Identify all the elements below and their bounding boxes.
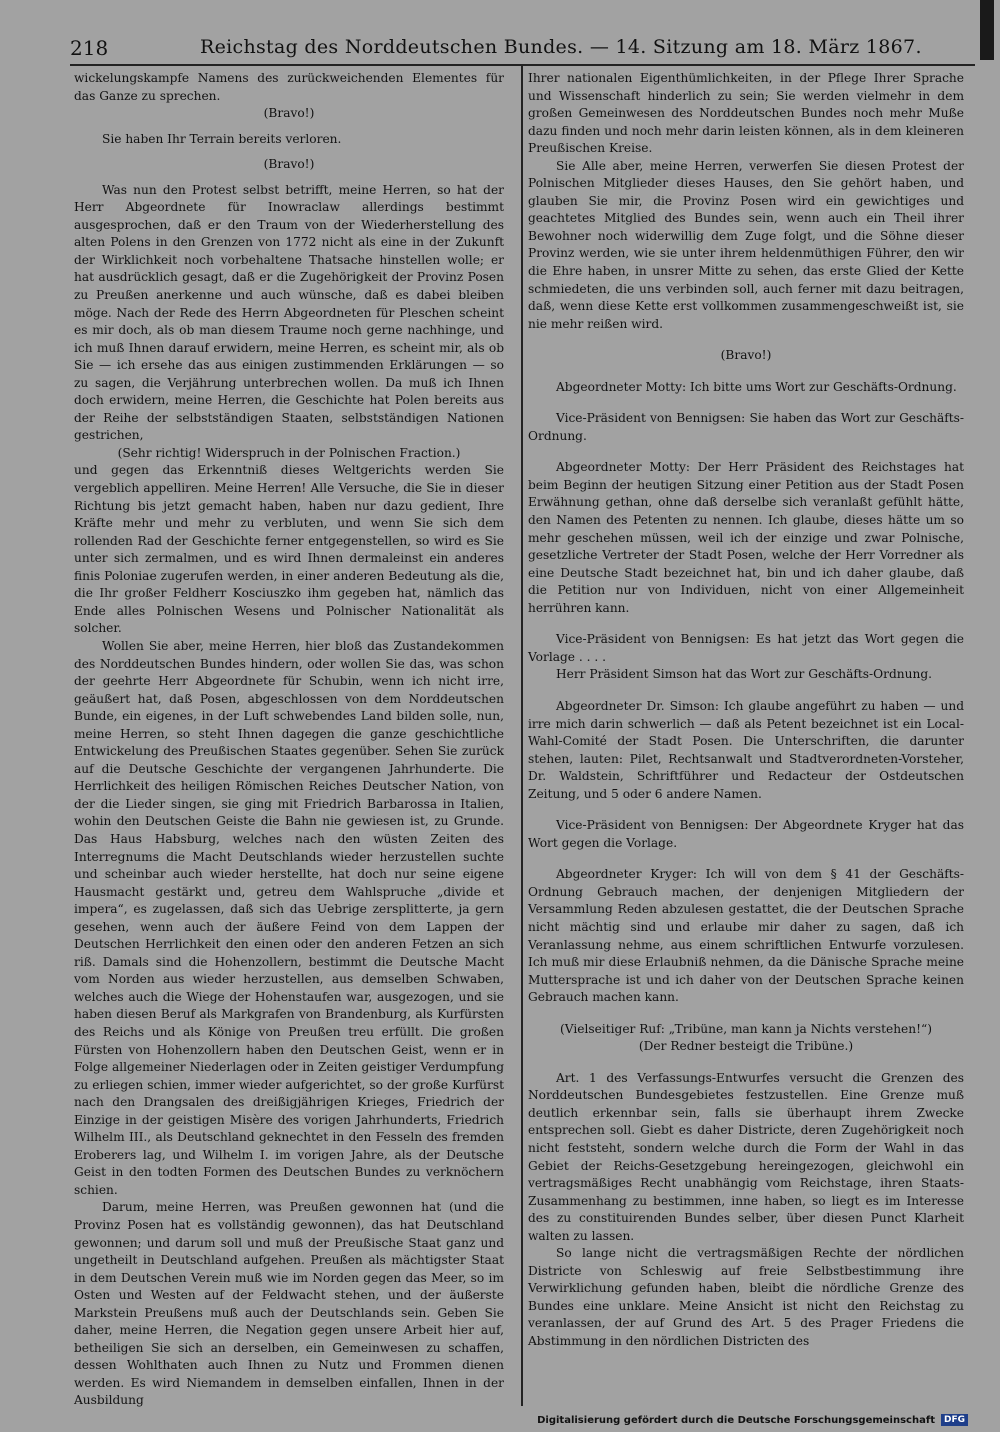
- paragraph: Herr Präsident Simson hat das Wort zur Geschäfts-Ordnung.: [556, 667, 933, 682]
- dfg-logo: DFG: [941, 1414, 968, 1426]
- speaker-paragraph: Abgeordneter Dr. Simson: Ich glaube angeführt zu haben — und irre mich darin schwerlich — daß als Petent bezeichnet ist ein Local-Wahl-Comité der Stadt Posen. Die Unterschriften, die darunter stehen, lauten: Pilet, Rechtsanwalt und Stadtverordneten-Vorsteher, Dr. Waldstein, Schriftführer und Redacteur der Ostdeutschen Zeitung, und 5 oder 6 andere Namen.: [528, 698, 964, 801]
- column-divider: [521, 66, 523, 1406]
- paragraph: Sie Alle aber, meine Herren, verwerfen Sie diesen Protest der Polnischen Mitglieder dieses Hauses, den Sie gehört haben, und glauben Sie mir, die Provinz Posen wird ein gewichtiges und geachtetes Mitglied des Bundes sein, wenn auch ein Theil ihrer Bewohner noch widerwillig dem Zuge folgt, und die Söhne dieser Provinz werden, wie sie unter ihrem heldenmüthigen Führer, den wir die Ehre haben, in unsrer Mitte zu sehen, das erste Glied der Kette schmiedeten, die uns verbinden soll, auch ferner mit dazu beitragen, daß, wenn diese Kette erst vollkommen zusammengeschweißt ist, sie nie mehr reißen wird.: [528, 158, 964, 331]
- paragraph: Sie haben Ihr Terrain bereits verloren.: [102, 131, 342, 146]
- interjection: (Der Redner besteigt die Tribüne.): [638, 1039, 854, 1054]
- interjection: (Bravo!): [720, 348, 772, 363]
- left-column: [74, 70, 504, 1410]
- paragraph: So lange nicht die vertragsmäßigen Rechte der nördlichen Districte von Schleswig auf freie Selbstbestimmung ihre Verwirklichung gefunden haben, bleibt die nördliche Grenze des Bundes eine unklare. Meine Ansicht ist nicht den Reichstag zu veranlassen, der auf Grund des Art. 5 des Prager Friedens die Abstimmung in den nördlichen Districten des: [528, 1246, 964, 1348]
- right-column: [528, 70, 964, 1351]
- paragraph: Ihrer nationalen Eigenthümlichkeiten, in der Pflege Ihrer Sprache und Wissenschaft hinderlich zu sein; Sie werden vielmehr in dem großen Gemeinwesen des Norddeutschen Bundes noch mehr Muße dazu finden und noch mehr darin leisten können, als in dem kleineren Preußischen Kreise.: [528, 71, 964, 156]
- footer-credit: [537, 1414, 968, 1426]
- speaker-paragraph: Abgeordneter Kryger: Ich will von dem § 41 der Geschäfts-Ordnung Gebrauch machen, der denjenigen Mitgliedern der Versammlung Reden abzulesen gestattet, die der Deutschen Sprache nicht mächtig sind und erlaube mir daher zu sagen, daß ich Veranlassung nehme, aus einem schriftlichen Entwurfe vorzulesen. Ich muß mir diese Erlaubniß nehmen, da die Dänische Sprache meine Muttersprache ist und ich daher von der Deutschen Sprache keinen Gebrauch machen kann.: [528, 867, 964, 1005]
- speaker-paragraph: Vice-Präsident von Bennigsen: Sie haben das Wort zur Geschäfts-Ordnung.: [528, 411, 964, 443]
- speaker-paragraph: Vice-Präsident von Bennigsen: Es hat jetzt das Wort gegen die Vorlage . . . .: [528, 632, 964, 664]
- page-number: 218: [70, 36, 109, 60]
- paragraph: Art. 1 des Verfassungs-Entwurfes versucht die Grenzen des Norddeutschen Bundesgebietes festzustellen. Eine Grenze muß deutlich erkennbar sein, falls sie überhaupt ihrem Zwecke entsprechen soll. Giebt es daher Districte, deren Zugehörigkeit noch nicht feststeht, sondern welche durch die Form der Wahl in das Gebiet der Reichs-Gesetzgebung hereingezogen, gleichwohl ein vertragsmäßiges Recht unabhängig vom Reichstage, ihren Staats-Zusammenhang zu bestimmen, inne haben, so liegt es im Interesse des zu constituirenden Bundes selber, über diesen Punct Klarheit walten zu lassen.: [528, 1070, 964, 1243]
- interjection: (Vielseitiger Ruf: „Tribüne, man kann ja Nichts verstehen!“): [560, 1021, 932, 1036]
- speaker-paragraph: Abgeordneter Motty: Ich bitte ums Wort zur Geschäfts-Ordnung.: [556, 379, 957, 394]
- paragraph: Wollen Sie aber, meine Herren, hier bloß das Zustandekommen des Norddeutschen Bundes hindern, oder wollen Sie das, was schon der geehrte Herr Abgeordnete für Schubin, wenn ich nicht irre, geäußert hat, daß Posen, abgeschlossen von dem Norddeutschen Bunde, ein eigenes, in der Luft schwebendes Land bilden solle, nun, meine Herren, so steht Ihnen dagegen die ganze geschichtliche Entwickelung des Preußischen Staates gegenüber. Sehen Sie zurück auf die Deutsche Geschichte der vergangenen Jahrhunderte. Die Herrlichkeit des heiligen Römischen Reiches Deutscher Nation, von der die Lieder singen, sie ging mit Friedrich Barbarossa in Italien, wohin den Deutschen Geiste die Bahn nie gewiesen ist, zu Grunde. Das Haus Habsburg, welches nach den wüsten Zeiten des Interregnums die Macht Deutschlands wieder herzustellen suchte und scheinbar auch wieder herstellte, hat doch nur seine eigene Hausmacht gestärkt und, getreu dem Wahlspruche „divide et impera“, es zugelassen, daß sich das Uebrige zersplitterte, ja gern gesehen, wenn auch der äußere Feind von dem Lappen der Deutschen Herrlichkeit den einen oder den anderen Fetzen an sich riß. Damals sind die Hohenzollern, bestimmt die Deutsche Macht vom Norden aus wieder herzustellen, aus demselben Schwaben, welches auch die Wiege der Hohenstaufen war, ausgezogen, und sie haben diesen Beruf als Markgrafen von Brandenburg, als Kurfürsten des Reichs und als Könige von Preußen treu erfüllt. Die großen Fürsten von Hohenzollern haben den Deutschen Geist, wenn er in Folge allgemeiner Niederlagen oder in Zeiten geistiger Verdumpfung zu erliegen schien, immer wieder aufgerichtet, so der große Kurfürst nach den Drangsalen des dreißigjährigen Krieges, Friedrich der Einzige in der geistigen Misère des vorigen Jahrhunderts, Friedrich Wilhelm III., als Deutschland geknechtet in den Fesseln des fremden Eroberers lag, und Wilhelm I. im vorigen Jahre, als der Deutsche Geist in den todten Formen des Deutschen Bundes zu verknöchern schien.: [74, 638, 504, 1197]
- interjection: (Bravo!): [263, 157, 315, 172]
- paragraph: und gegen das Erkenntniß dieses Weltgerichts werden Sie vergeblich appelliren. Meine Herren! Alle Versuche, die Sie in dieser Richtung bis jetzt gemacht haben, haben nur dazu gedient, Ihre Kräfte mehr und mehr zu verbluten, und wenn Sie sich dem rollenden Rad der Geschichte ferner entgegenstellen, so wird es Sie unter sich zermalmen, und es wird Ihnen dermaleinst ein anderes finis Poloniae zugerufen werden, in einer anderen Bedeutung als die, die Ihr großer Feldherr Kosciuszko ihm gegeben hat, nämlich das Ende alles Polnischen Wesens und Polnischer Nationalität als solcher.: [74, 463, 504, 636]
- running-title: Reichstag des Norddeutschen Bundes. — 14. Sitzung am 18. März 1867.: [200, 36, 922, 58]
- speaker-paragraph: Vice-Präsident von Bennigsen: Der Abgeordnete Kryger hat das Wort gegen die Vorlage.: [528, 818, 964, 850]
- page-header: [70, 36, 970, 64]
- interjection: (Bravo!): [263, 106, 315, 121]
- scan-edge-mark: [980, 0, 994, 60]
- paragraph: Was nun den Protest selbst betrifft, meine Herren, so hat der Herr Abgeordnete für Inowraclaw allerdings bestimmt ausgesprochen, daß er den Traum von der Wiederherstellung des alten Polens in den Grenzen von 1772 nicht als eine in der Zukunft der Wirklichkeit noch vorbehaltene Thatsache hinstellen wolle; er hat ausdrücklich gesagt, daß er die Zugehörigkeit der Provinz Posen zu Preußen anerkenne und auch wünsche, daß es dabei bleiben möge. Nach der Rede des Herrn Abgeordneten für Pleschen scheint es mir doch, als ob man diesem Traume noch gerne nachhinge, und ich muß Ihnen darauf erwidern, meine Herren, es scheint mir, als ob Sie — ich ersehe das aus einigen zustimmenden Erklärungen — so zu sagen, die Verjährung unterbrechen wollen. Da muß ich Ihnen doch erwidern, meine Herren, die Geschichte hat Polen bereits aus der Reihe der selbstständigen Staaten, selbstständigen Nationen gestrichen,: [74, 182, 504, 443]
- interjection: (Sehr richtig! Widerspruch in der Polnischen Fraction.): [117, 445, 461, 460]
- paragraph: wickelungskampfe Namens des zurückweichenden Elementes für das Ganze zu sprechen.: [74, 71, 504, 103]
- paragraph: Darum, meine Herren, was Preußen gewonnen hat (und die Provinz Posen hat es vollständig gewonnen), das hat Deutschland gewonnen; und darum soll und muß der Preußische Staat ganz und ungetheilt in Deutschland aufgehen. Preußen als mächtigster Staat in dem Deutschen Verein muß wie im Norden gegen das Meer, so im Osten und Westen auf der Feldwacht stehen, und der äußerste Markstein Preußens muß auch der Deutschlands sein. Geben Sie daher, meine Herren, die Negation gegen unsere Arbeit hier auf, betheiligen Sie sich an derselben, ein Gemeinwesen zu schaffen, dessen Wohlthaten auch Ihnen zu Nutz und Frommen dienen werden. Es wird Niemandem in demselben einfallen, Ihnen in der Ausbildung: [74, 1200, 504, 1408]
- speaker-paragraph: Abgeordneter Motty: Der Herr Präsident des Reichstages hat beim Beginn der heutigen Sitzung einer Petition aus der Stadt Posen Erwähnung gethan, ohne daß derselbe sich veranlaßt gefühlt hätte, den Namen des Petenten zu nennen. Ich glaube, dieses hätte um so mehr geschehen müssen, weil ich der einzige und zwar Polnische, gesetzliche Vertreter der Stadt Posen, welche der Herr Vorredner als eine Deutsche Stadt bezeichnet hat, bin und ich daher glaube, daß die Petition nur von Individuen, nicht von einer Allgemeinheit herrühren kann.: [528, 460, 964, 615]
- footer-text: Digitalisierung gefördert durch die Deutsche Forschungsgemeinschaft: [537, 1414, 935, 1426]
